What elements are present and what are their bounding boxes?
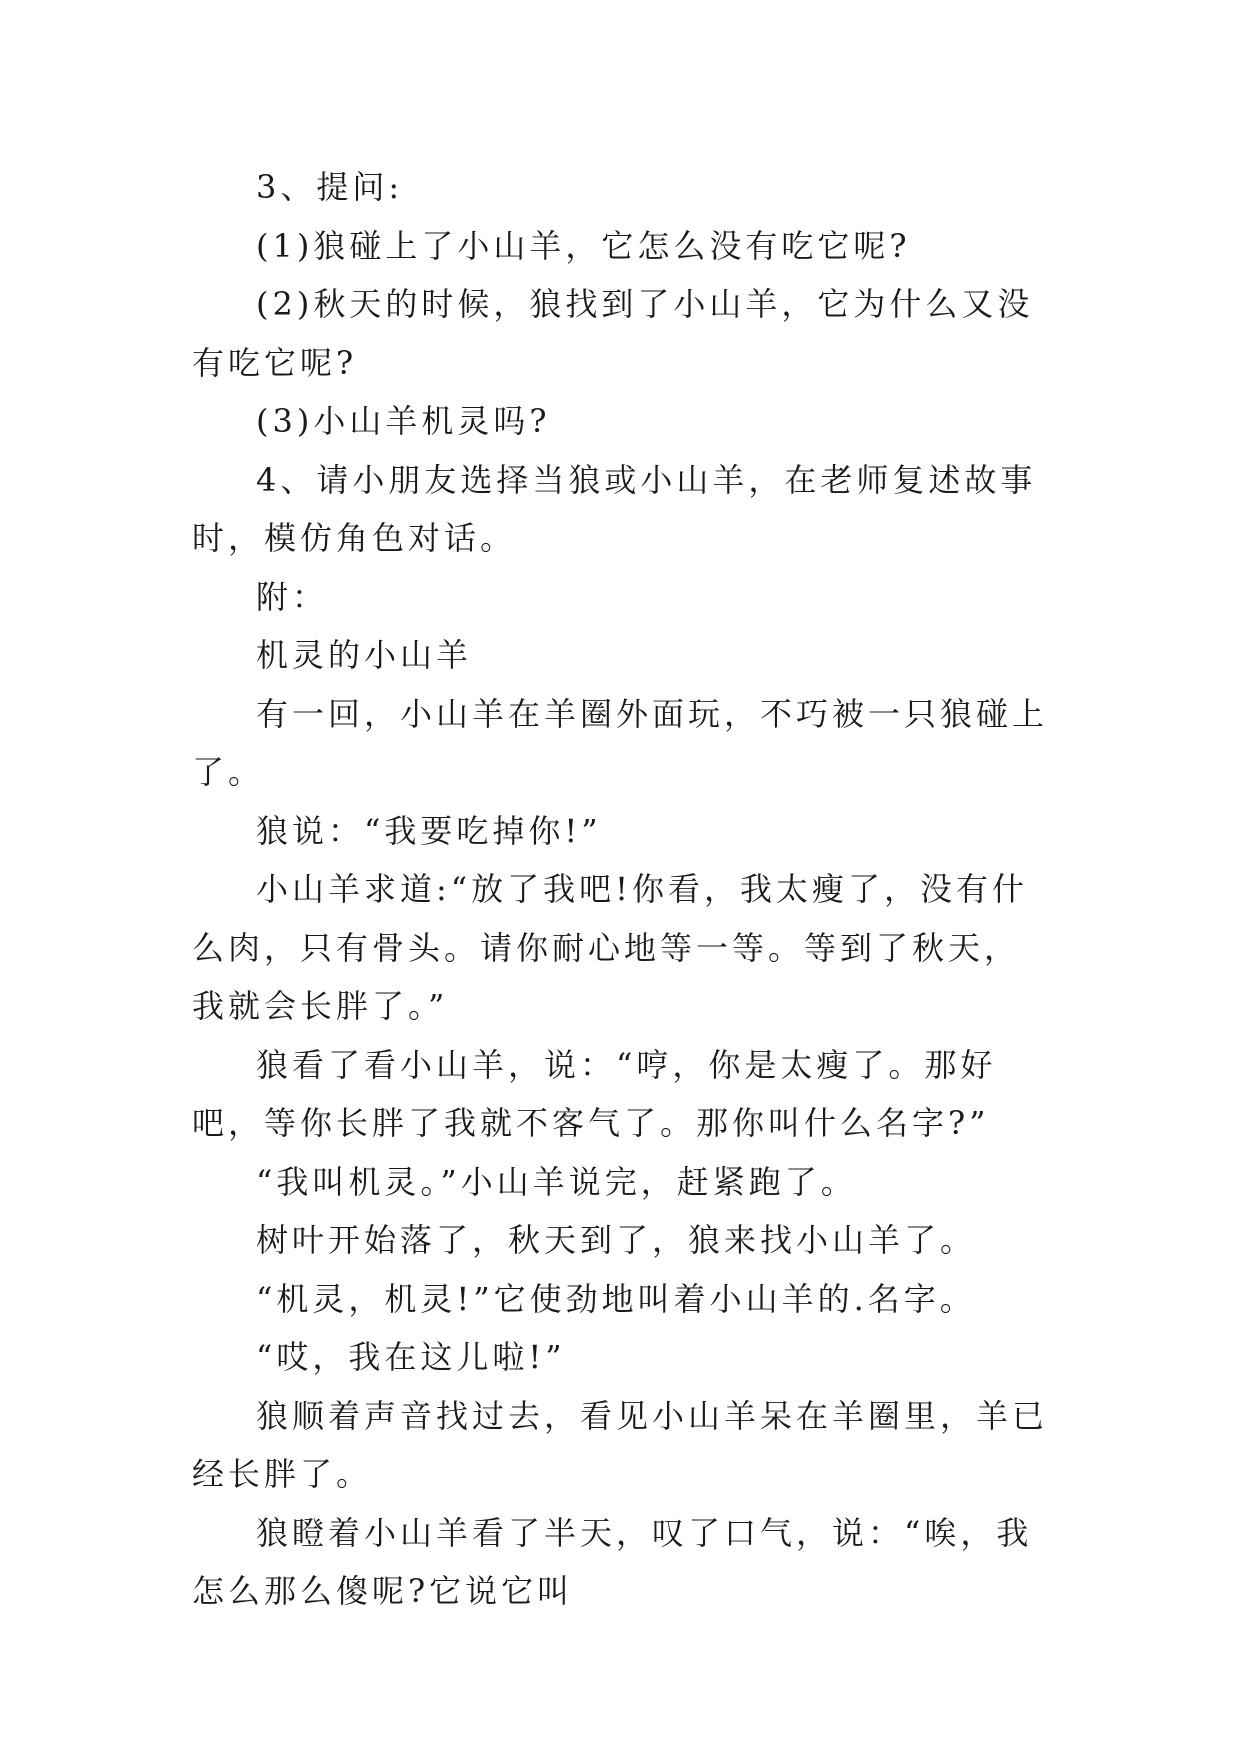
paragraph-activity-4: 4、请小朋友选择当狼或小山羊，在老师复述故事时，模仿角色对话。 [192, 460, 1037, 557]
story-paragraph: 狼说：“我要吃掉你!” [256, 811, 602, 850]
document-body [192, 158, 1052, 1621]
story-paragraph: “我叫机灵。”小山羊说完，赶紧跑了。 [256, 1162, 857, 1201]
story-paragraph: “机灵，机灵!”它使劲地叫着小山羊的.名字。 [256, 1279, 976, 1318]
story-paragraph: 狼顺着声音找过去，看见小山羊呆在羊圈里，羊已经长胖了。 [192, 1396, 1049, 1493]
paragraph-appendix-label: 附： [256, 577, 329, 616]
story-paragraph: 小山羊求道:“放了我吧!你看，我太瘦了，没有什么肉，只有骨头。请你耐心地等一等。等到了秋天，我就会长胖了。” [192, 870, 1029, 1025]
story-paragraph: 有一回，小山羊在羊圈外面玩，不巧被一只狼碰上了。 [192, 694, 1049, 791]
paragraph-question-1: (1)狼碰上了小山羊，它怎么没有吃它呢? [256, 226, 911, 265]
paragraph-question-2: (2)秋天的时候，狼找到了小山羊，它为什么又没有吃它呢? [192, 285, 1034, 382]
paragraph-question-heading: 3、提问: [256, 168, 404, 206]
story-paragraph: “哎，我在这儿啦!” [256, 1338, 566, 1376]
story-title: 机灵的小山羊 [256, 636, 473, 674]
story-paragraph: 狼瞪着小山羊看了半天，叹了口气，说：“唉，我怎么那么傻呢?它说它叫 [192, 1513, 1033, 1610]
story-paragraph: 狼看了看小山羊，说：“哼，你是太瘦了。那好吧，等你长胖了我就不客气了。那你叫什么名字?” [192, 1045, 997, 1142]
paragraph-question-3: (3)小山羊机灵吗? [256, 402, 551, 440]
story-paragraph: 树叶开始落了，秋天到了，狼来找小山羊了。 [256, 1221, 977, 1259]
